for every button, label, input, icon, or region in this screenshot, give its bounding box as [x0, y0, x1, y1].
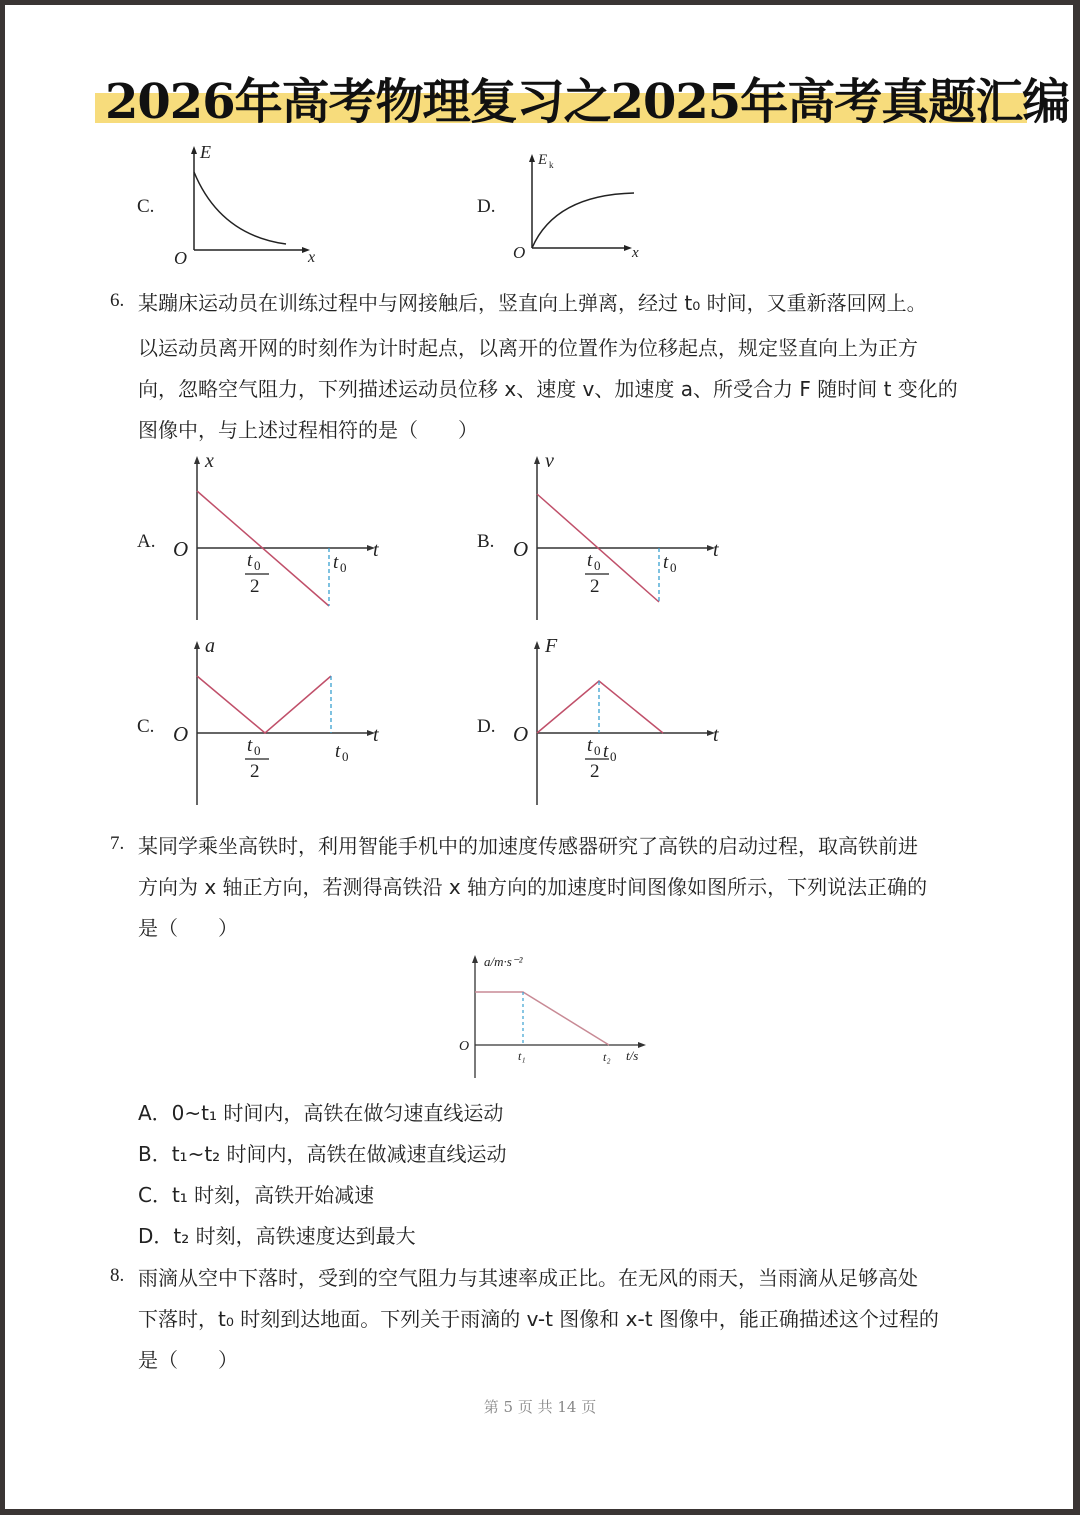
graph-prev-d — [510, 140, 670, 270]
question-text-line: 是（ ） — [138, 916, 238, 940]
axis-label-t: t — [373, 539, 379, 561]
graph-option-0 — [137, 450, 397, 625]
graph-acceleration-time — [455, 950, 655, 1080]
t0-label: t — [333, 552, 339, 573]
axis-label-y: F — [545, 635, 558, 657]
axis-label-y: a — [205, 635, 215, 657]
page-title: 2026年高考物理复习之2025年高考真题汇编 — [105, 74, 1070, 130]
question-text-line: 是（ ） — [138, 1348, 238, 1372]
half-t0-numerator: t — [587, 735, 593, 756]
axis-label-ek-sub: k — [549, 160, 554, 170]
origin-label: O — [513, 722, 529, 746]
origin-label: O — [173, 537, 189, 561]
origin-label: O — [513, 243, 526, 262]
option-d-label: D. — [477, 196, 496, 217]
question-number: 7. — [110, 833, 125, 854]
question-text-line: 某蹦床运动员在训练过程中与网接触后，竖直向上弹离，经过 t₀ 时间，又重新落回网上。 — [138, 291, 927, 315]
t0-label: t — [663, 552, 669, 573]
axis-label-y: x — [205, 450, 214, 472]
axis-label-t: t/s — [626, 1048, 639, 1063]
half-t0-numerator: t — [247, 735, 253, 756]
graph-option-1 — [477, 450, 737, 625]
graph-option-2 — [137, 635, 397, 810]
graph-prev-c — [170, 140, 330, 270]
axis-label-t: t — [373, 724, 379, 746]
question-text-line: 以运动员离开网的时刻作为计时起点，以离开的位置作为位移起点，规定竖直向上为正方 — [138, 336, 918, 360]
option-c: C．t₁ 时刻，高铁开始减速 — [138, 1183, 375, 1207]
half-t0-sub: 0 — [594, 558, 601, 573]
graph-option-label: D. — [477, 716, 496, 737]
question-text-line: 某同学乘坐高铁时，利用智能手机中的加速度传感器研究了高铁的启动过程，取高铁前进 — [138, 834, 918, 858]
half-t0-denominator: 2 — [250, 761, 260, 782]
origin-label: O — [174, 248, 187, 268]
axis-label-t: t — [713, 539, 719, 561]
page-footer: 第 5 页 共 14 页 — [483, 1398, 597, 1416]
origin-label: O — [173, 722, 189, 746]
question-text-line: 下落时，t₀ 时刻到达地面。下列关于雨滴的 v-t 图像和 x-t 图像中，能正确描述这个过程的 — [138, 1307, 939, 1331]
question-text-line: 方向为 x 轴正方向，若测得高铁沿 x 轴方向的加速度时间图像如图所示，下列说法正确的 — [138, 875, 928, 899]
half-t0-denominator: 2 — [250, 576, 260, 597]
axis-label-e: E — [200, 142, 211, 162]
graph-option-label: B. — [477, 531, 495, 552]
question-text-line: 图像中，与上述过程相符的是（ ） — [138, 418, 478, 442]
axis-label-x: x — [308, 249, 316, 266]
tick-label-t1: t₁ — [518, 1049, 526, 1063]
t0-label: t — [335, 741, 341, 762]
axis-label-a: a/m·s⁻² — [484, 954, 523, 969]
axis-label-ek: E — [538, 152, 548, 168]
question-number: 6. — [110, 290, 125, 311]
axis-label-t: t — [713, 724, 719, 746]
half-t0-sub: 0 — [254, 743, 261, 758]
question-text-line: 雨滴从空中下落时，受到的空气阻力与其速率成正比。在无风的雨天，当雨滴从足够高处 — [138, 1266, 918, 1290]
question-number: 8. — [110, 1265, 125, 1286]
graph-option-3 — [477, 635, 737, 810]
half-t0-sub: 0 — [254, 558, 261, 573]
half-t0-sub: 0 — [594, 743, 601, 758]
half-t0-denominator: 2 — [590, 761, 600, 782]
half-t0-numerator: t — [247, 550, 253, 571]
origin-label: O — [513, 537, 529, 561]
axis-label-y: v — [545, 450, 554, 472]
t0-label: t — [603, 741, 609, 762]
origin-label: O — [459, 1039, 470, 1054]
graph-option-label: C. — [137, 716, 155, 737]
tick-label-t2: t₂ — [603, 1050, 611, 1064]
question-text-line: 向，忽略空气阻力，下列描述运动员位移 x、速度 v、加速度 a、所受合力 F 随时间 t 变化的 — [138, 377, 958, 401]
option-c-label: C. — [137, 196, 155, 217]
t0-sub: 0 — [342, 749, 349, 764]
t0-sub: 0 — [670, 560, 677, 575]
half-t0-numerator: t — [587, 550, 593, 571]
half-t0-denominator: 2 — [590, 576, 600, 597]
option-b: B．t₁~t₂ 时间内，高铁在做减速直线运动 — [138, 1142, 507, 1166]
axis-label-x: x — [632, 245, 639, 261]
option-d: D．t₂ 时刻，高铁速度达到最大 — [138, 1224, 416, 1248]
t0-sub: 0 — [610, 749, 617, 764]
option-a: A．0~t₁ 时间内，高铁在做匀速直线运动 — [138, 1101, 504, 1125]
graph-option-label: A. — [137, 531, 156, 552]
t0-sub: 0 — [340, 560, 347, 575]
